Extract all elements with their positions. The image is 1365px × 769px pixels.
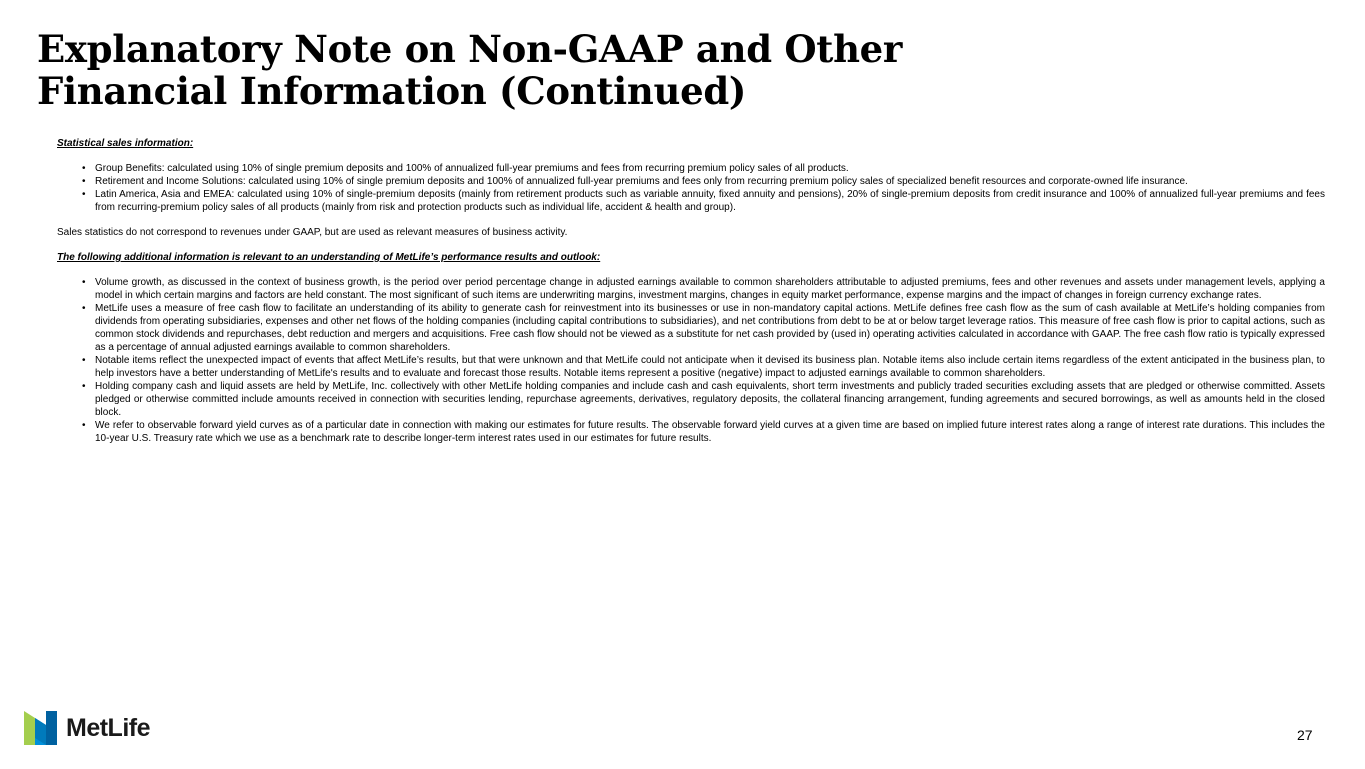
metlife-logo-text: MetLife [66, 713, 150, 742]
sales-bullet-list [57, 162, 1325, 214]
sales-note: Sales statistics do not correspond to revenues under GAAP, but are used as relevant measures of business activity. [57, 227, 568, 238]
page-title [37, 28, 1037, 112]
list-item: • We refer to observable forward yield curves as of a particular date in connection with making our estimates for future results. The observable forward yield curves at a given time are based on implied future interest rates along a range of interest rate durations. This includes the 10-year U.S. Treasury rate which we use as a benchmark rate to describe longer-term interest rates used in our estimates for future results. [57, 419, 1325, 445]
page-title-line-2: Financial Information (Continued) [37, 69, 747, 113]
content-body [57, 137, 1325, 457]
list-item: • Notable items reflect the unexpected impact of events that affect MetLife’s results, but that were unknown and that MetLife could not anticipate when it devised its business plan. Notable items also include certain items regardless of the extent anticipated in the business plan, to help investors have a better understanding of MetLife's results and to evaluate and forecast those results. Notable items represent a positive (negative) impact to adjusted earnings available to common shareholders. [57, 354, 1325, 380]
additional-info-bullet-list [57, 276, 1325, 445]
list-item: • Latin America, Asia and EMEA: calculated using 10% of single-premium deposits (mainly from retirement products such as variable annuity, fixed annuity and pensions), 20% of single-premium deposits from credit insurance and 100% of annualized full-year premiums and fees from recurring-premium policy sales of all products (mainly from risk and protection products such as individual life, accident & health and group). [57, 188, 1325, 214]
section-heading-additional-info: The following additional information is relevant to an understanding of MetLife’s performance results and outlook: [57, 252, 601, 263]
list-item: • MetLife uses a measure of free cash flow to facilitate an understanding of its ability to generate cash for reinvestment into its businesses or use in non-mandatory capital actions. MetLife defines free cash flow as the sum of cash available at MetLife’s holding companies from dividends from operating subsidiaries, expenses and other net flows of the holding companies (including capital contributions to subsidiaries), and net contributions from debt to be at or below target leverage ratios. This measure of free cash flow is prior to capital actions, such as common stock dividends and repurchases, debt reduction and mergers and acquisitions. Free cash flow should not be viewed as a substitute for net cash provided by (used in) operating activities calculated in accordance with GAAP. The free cash flow ratio is typically expressed as a percentage of annual adjusted earnings available to common shareholders. [57, 302, 1325, 354]
page-title-line-1: Explanatory Note on Non-GAAP and Other [37, 27, 903, 71]
metlife-logo-mark-icon [24, 711, 58, 745]
list-item: • Volume growth, as discussed in the context of business growth, is the period over period percentage change in adjusted earnings available to common shareholders attributable to adjusted premiums, fees and other revenues and assets under management levels, applying a model in which certain margins and factors are held constant. The most significant of such items are underwriting margins, investment margins, changes in equity market performance, expense margins and the impact of changes in foreign currency exchange rates. [57, 276, 1325, 302]
list-item: • Retirement and Income Solutions: calculated using 10% of single premium deposits and 100% of annualized full-year premiums and fees only from recurring premium policy sales of specialized benefit resources and corporate-owned life insurance. [57, 175, 1325, 188]
section-heading-sales: Statistical sales information: [57, 138, 194, 149]
list-item: • Holding company cash and liquid assets are held by MetLife, Inc. collectively with other MetLife holding companies and include cash and cash equivalents, short term investments and publicly traded securities excluding assets that are pledged or otherwise committed. Assets pledged or otherwise committed include amounts received in connection with securities lending, repurchase agreements, derivatives, regulatory deposits, the collateral financing arrangement, funding agreements and secured borrowings, as well as amounts held in the closed block. [57, 380, 1325, 419]
list-item: • Group Benefits: calculated using 10% of single premium deposits and 100% of annualized full-year premiums and fees from recurring premium policy sales of all products. [57, 162, 1325, 175]
page-number: 27 [1297, 727, 1313, 743]
metlife-logo [24, 711, 150, 745]
